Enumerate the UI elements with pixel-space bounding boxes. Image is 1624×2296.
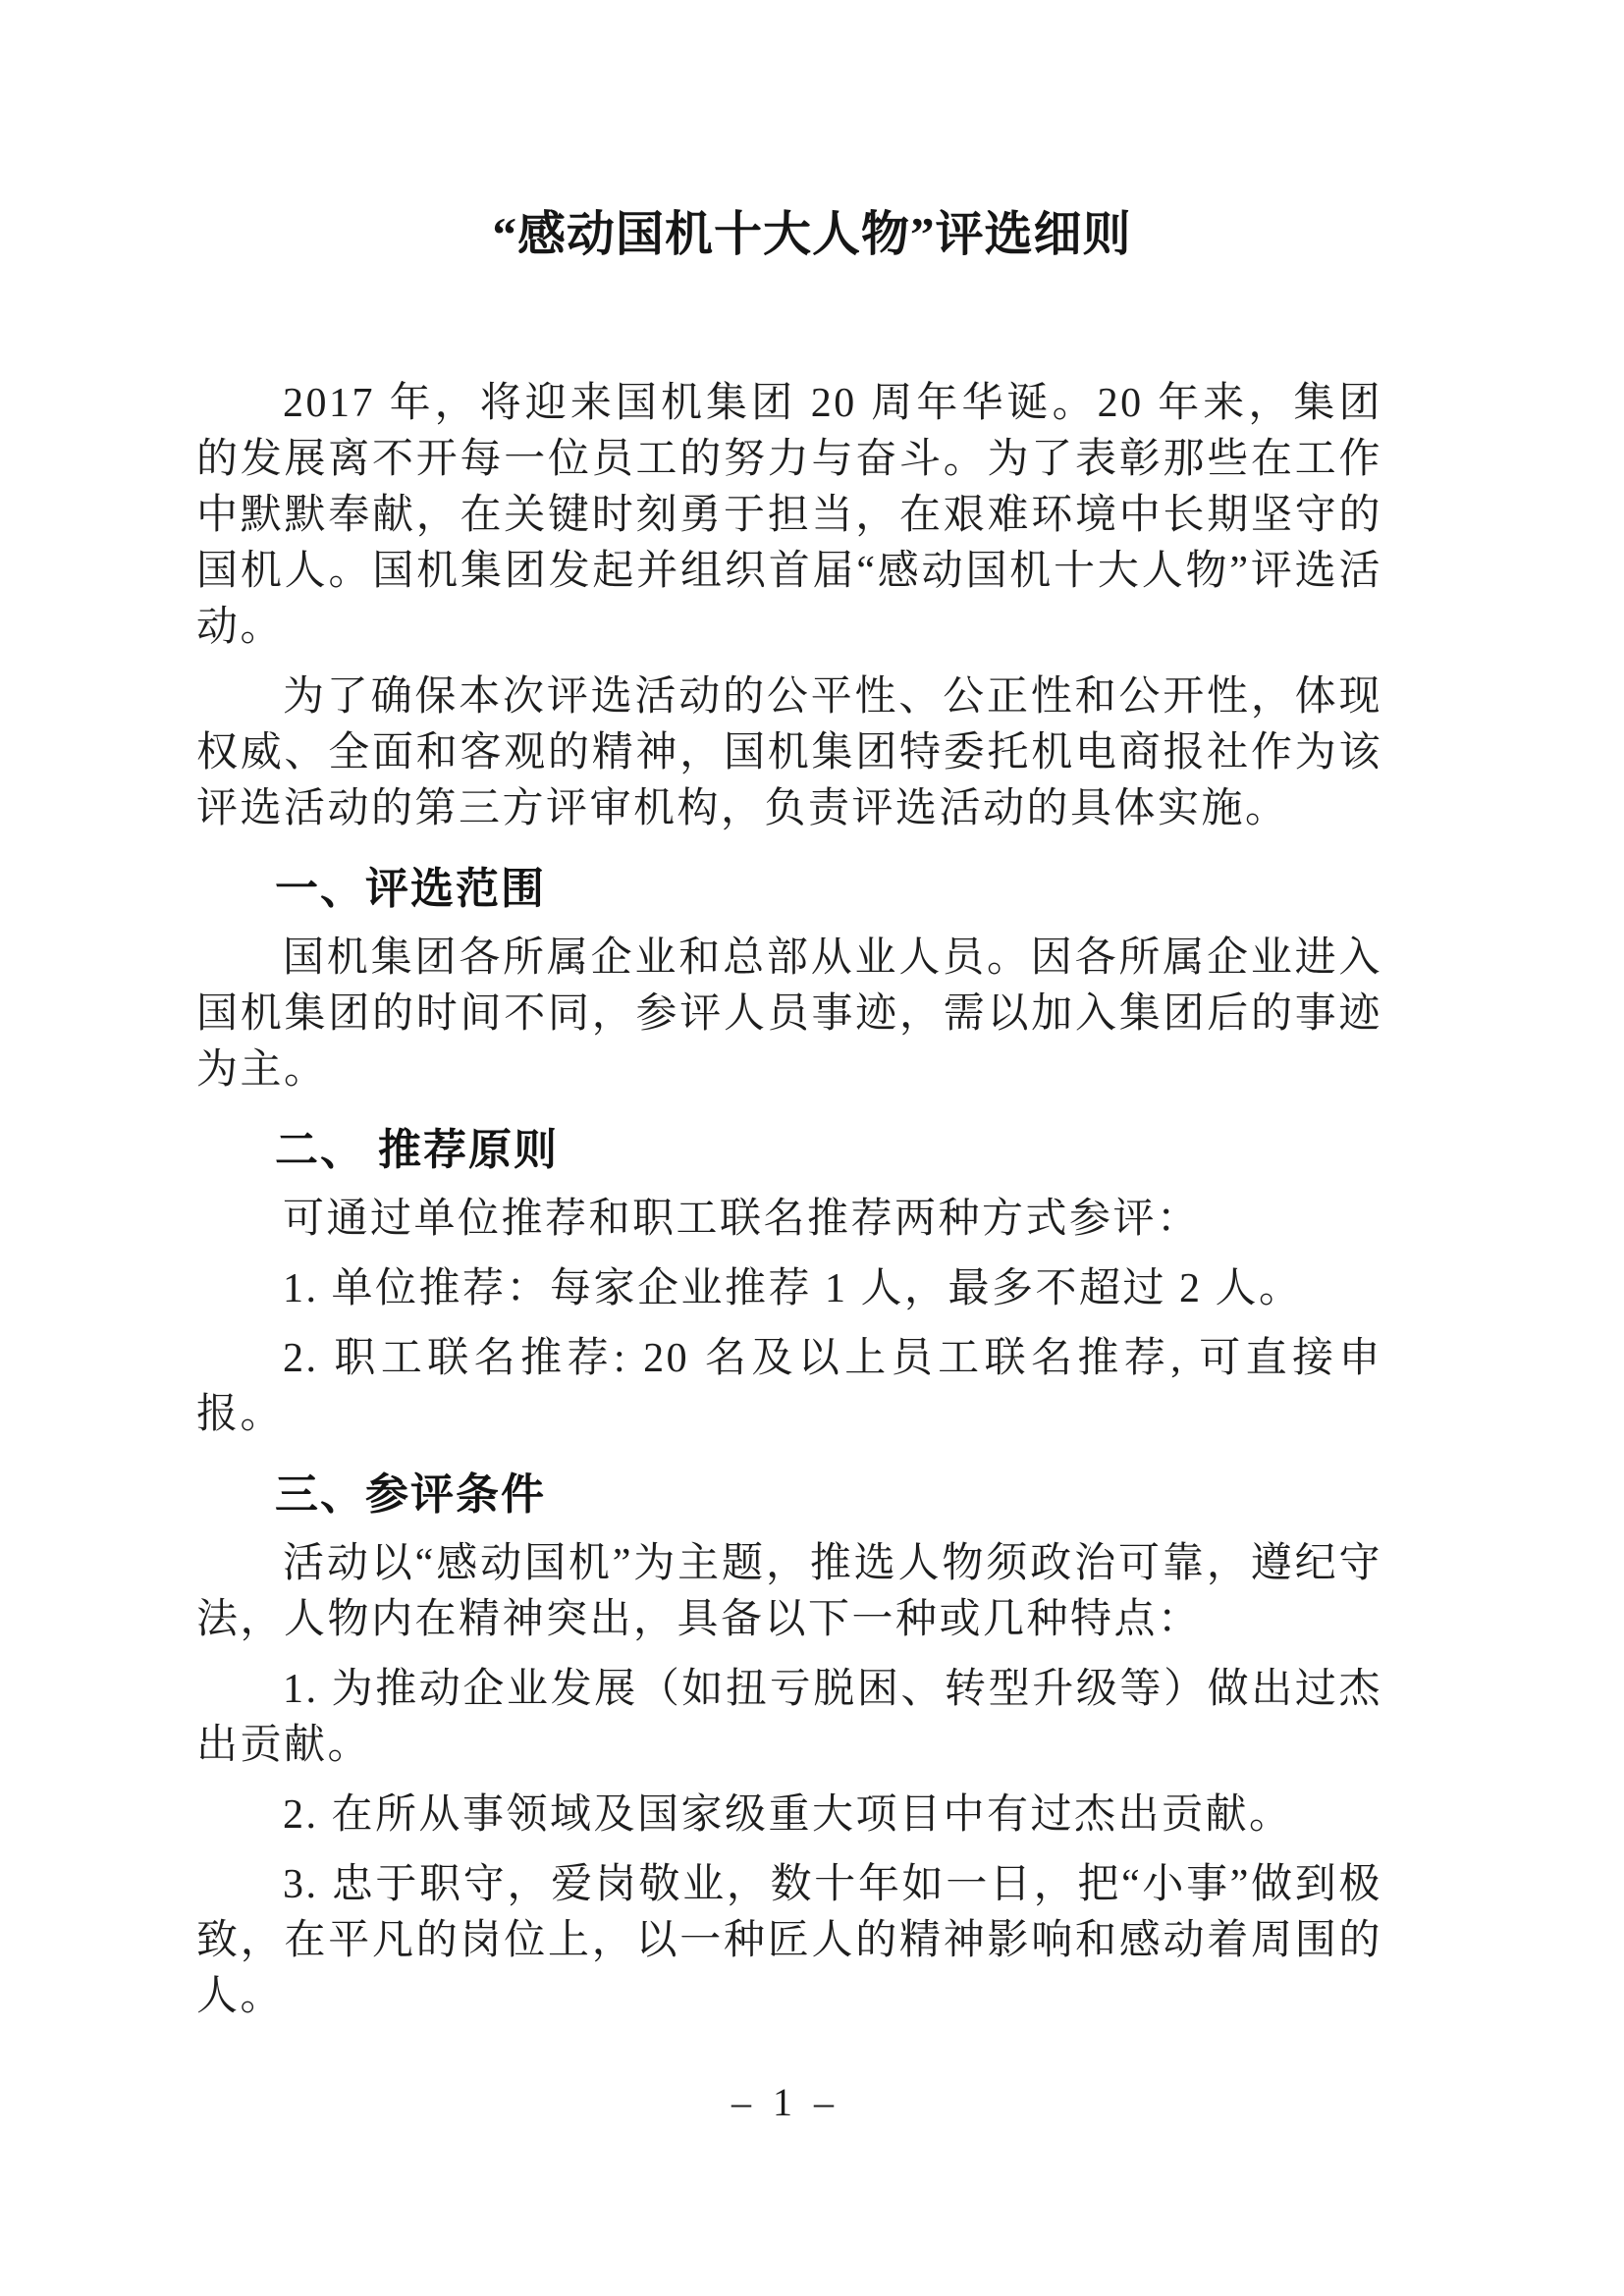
section-3-item-3: 3. 忠于职守，爱岗敬业，数十年如一日，把“小事”做到极致，在平凡的岗位上，以一种匠人的精神影响和感动着周围的人。 xyxy=(196,1862,1382,2019)
section-2-item-2: 2. 职工联名推荐: 20 名及以上员工联名推荐, 可直接申报。 xyxy=(196,1336,1382,1437)
section-3-heading: 三、参评条件 xyxy=(275,1470,546,1519)
section-2-paragraph-1: 可通过单位推荐和职工联名推荐两种方式参评： xyxy=(283,1197,1201,1242)
intro-paragraph-2: 为了确保本次评选活动的公平性、公正性和公开性，体现权威、全面和客观的精神，国机集团特委托机电商报社作为该评选活动的第三方评审机构，负责评选活动的具体实施。 xyxy=(196,674,1382,831)
document-title: “感动国机十大人物”评选细则 xyxy=(492,207,1132,261)
section-3-item-2: 2. 在所从事领域及国家级重大项目中有过杰出贡献。 xyxy=(283,1792,1293,1838)
section-3-item-1: 1. 为推动企业发展（如扭亏脱困、转型升级等）做出过杰出贡献。 xyxy=(196,1667,1382,1768)
section-2-item-1: 1. 单位推荐：每家企业推荐 1 人，最多不超过 2 人。 xyxy=(283,1266,1303,1311)
section-3-paragraph-1: 活动以“感动国机”为主题，推选人物须政治可靠，遵纪守法，人物内在精神突出，具备以下一种或几种特点： xyxy=(196,1541,1382,1642)
intro-paragraph-1: 2017 年，将迎来国机集团 20 周年华诞。20 年来，集团的发展离不开每一位员工的努力与奋斗。为了表彰那些在工作中默默奉献，在关键时刻勇于担当，在艰难环境中长期坚守的国机人。国机集团发起并组织首届“感动国机十大人物”评选活动。 xyxy=(196,381,1382,650)
section-1-heading: 一、评选范围 xyxy=(275,865,546,913)
section-1-paragraph-1: 国机集团各所属企业和总部从业人员。因各所属企业进入国机集团的时间不同，参评人员事迹，需以加入集团后的事迹为主。 xyxy=(196,935,1382,1093)
document-body xyxy=(0,376,1624,2025)
section-2-heading: 二、 推荐原则 xyxy=(275,1126,559,1174)
page-number: – 1 – xyxy=(731,2080,839,2124)
